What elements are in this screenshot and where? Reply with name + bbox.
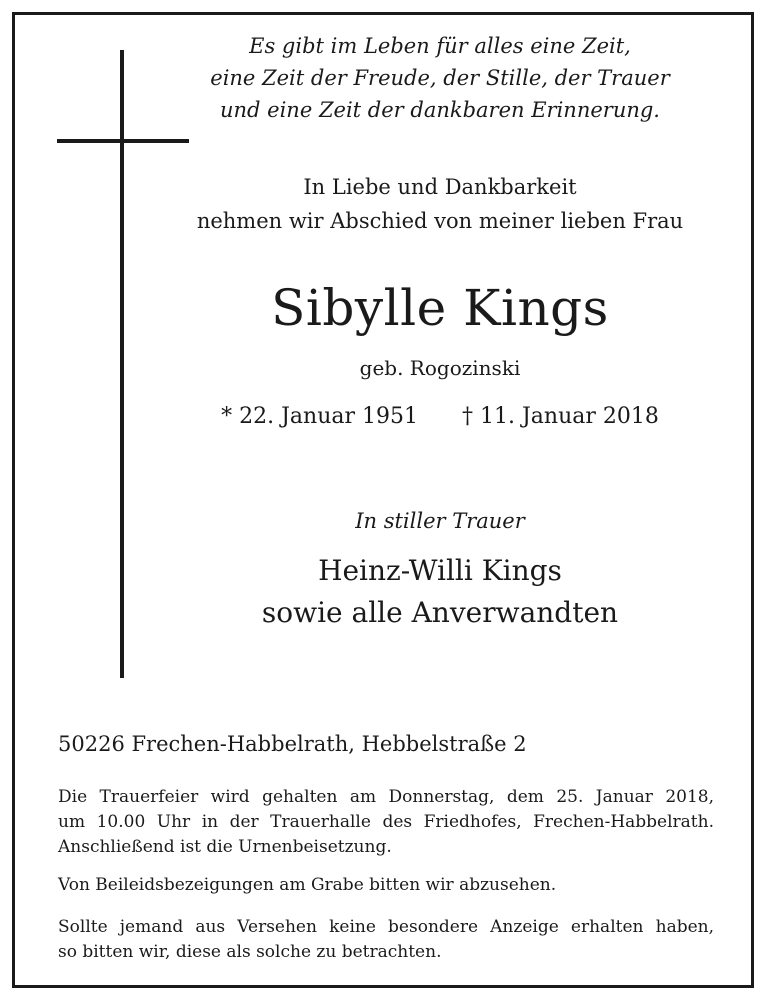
intro-line: In Liebe und Dankbarkeit — [303, 175, 577, 199]
closing-line: Sollte jemand aus Versehen keine besondere Anzeige erhalten haben, — [58, 917, 714, 937]
condolence-note — [58, 873, 714, 898]
ceremony-line: Die Trauerfeier wird gehalten am Donnerstag, dem 25. Januar 2018, — [58, 787, 714, 807]
verse — [170, 30, 710, 126]
ceremony-note — [58, 785, 714, 860]
closing-note — [58, 915, 714, 965]
deceased-name: Sibylle Kings — [271, 279, 609, 337]
verse-line: und eine Zeit der dankbaren Erinnerung. — [220, 98, 660, 122]
ceremony-line: Anschließend ist die Urnenbeisetzung. — [58, 837, 392, 857]
mourner-line: Heinz-Willi Kings — [318, 554, 562, 587]
cross-horizontal-bar — [57, 139, 189, 143]
maiden-name: geb. Rogozinski — [359, 356, 521, 380]
cross-vertical-bar — [120, 50, 124, 678]
family-address: 50226 Frechen-Habbelrath, Hebbelstraße 2 — [58, 732, 527, 756]
closing-line: so bitten wir, diese als solche zu betrachten. — [58, 942, 442, 962]
mourners — [170, 550, 710, 634]
ceremony-line: um 10.00 Uhr in der Trauerhalle des Friedhofes, Frechen-Habbelrath. — [58, 812, 714, 832]
birth-date: * 22. Januar 1951 — [221, 404, 418, 429]
condolence-line: Von Beileidsbezeigungen am Grabe bitten wir abzusehen. — [58, 875, 557, 895]
intro-line: nehmen wir Abschied von meiner lieben Frau — [196, 209, 684, 233]
verse-line: eine Zeit der Freude, der Stille, der Trauer — [210, 66, 670, 90]
verse-line: Es gibt im Leben für alles eine Zeit, — [249, 34, 631, 58]
mourner-line: sowie alle Anverwandten — [261, 596, 619, 629]
death-date: † 11. Januar 2018 — [462, 404, 659, 429]
mourning-label: In stiller Trauer — [355, 509, 525, 533]
intro-text — [170, 170, 710, 238]
life-dates — [170, 400, 710, 434]
